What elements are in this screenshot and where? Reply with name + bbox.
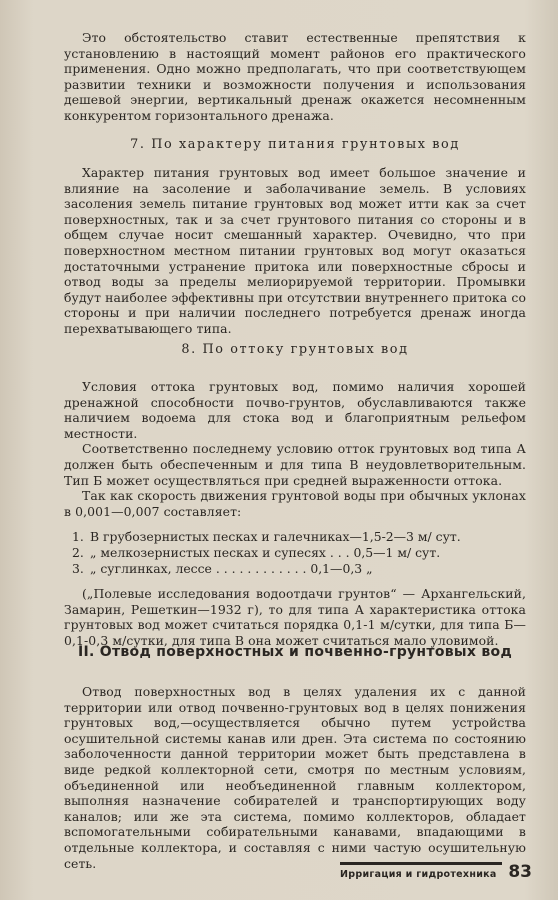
section-heading: 8. По оттоку грунтовых вод [181,342,409,357]
list-item [72,561,526,577]
section-heading: 7. По характеру питания грунтовых вод [130,137,460,152]
section-7 [64,137,526,337]
list-text: „ мелкозернистых песках и супесях . . . 0,5—1 м/ сут. [90,544,441,560]
list-number: 3. [72,560,84,576]
paragraph: („Полевые исследования водоотдачи грунтов“ — Архангельский, Замарин, Решеткин—1932 г), то для типа А характеристика оттока грунтовых вод может считаться порядка 0,1-1 м/сутки, для типа Б—0,1-0,3 м/сутки, для типа В она может считаться мало уловимой. [64,586,526,648]
page-footer [340,862,532,882]
paragraph: Это обстоятельство ставит естественные препятствия к установлению в настоящий момент районов его практического применения. Одно можно предполагать, что при соответствующем развитии техники и возможности получения и использования дешевой энергии, вертикальный дренаж окажется несомненным конкурентом горизонтального дренажа. [64,30,526,123]
paragraph: Условия оттока грунтовых вод, помимо наличия хорошей дренажной способности почво-грунтов, обуславливаются также наличием водоема для стока вод и благоприятным рельефом местности. [64,379,526,441]
intro-block [64,30,526,124]
running-title: Ирригация и гидротехника [340,869,497,880]
paragraph: Соответственно последнему условию отток грунтовых вод типа А должен быть обеспеченным и для типа В неудовлетворительным. Тип Б может осуществляться при средней выраженности оттока. [64,441,526,488]
chapter-heading: II. Отвод поверхностных и почвенно-грунтовых вод [77,644,513,660]
list-text: „ суглинках, лессе . . . . . . . . . . . . 0,1—0,3 „ [90,560,373,576]
page-number: 83 [508,862,532,882]
section-8 [64,342,526,649]
velocity-list [64,529,526,576]
list-number: 2. [72,544,84,560]
list-item [72,545,526,561]
list-number: 1. [72,529,84,545]
paragraph: Отвод поверхностных вод в целях удаления их с данной территории или отвод почвенно-грунтовых вод в целях понижения грунтовых вод,—осуществляется обычно путем устройства осушительной системы канав или дрен. Эта система по состоянию заболоченности данной территории может быть представлена в виде редкой коллекторной сети, смотря по местным условиям, объединенной или необъединенной главным коллектором, выполняя назначение собирателей и транспортирующих воду каналов; или же эта система, помимо коллекторов, обладает вспомогательными собирательными канавами, впадающими в отдельные коллектора, и составляя с ними частую осушительную сеть. [64,684,526,871]
chapter-2 [64,644,526,871]
paragraph: Характер питания грунтовых вод имеет большое значение и влияние на засоление и заболачивание земель. В условиях засоления земель питание грунтовых вод может итти как за счет поверхностных, так и за счет грунтового питания со стороны и в общем случае носит смешанный характер. Очевидно, что при поверхностном местном питании грунтовых вод могут оказаться достаточными устранение притока или поверхностные сбросы и отвод воды за пределы мелиорируемой территории. Промывки будут наиболее эффективны при отсутствии внутреннего притока со стороны и при наличии последнего потребуется дренаж иногда перехватывающего типа. [64,165,526,336]
list-text: В грубозернистых песках и галечниках—1,5-2—3 м/ сут. [90,529,461,545]
list-item [72,529,526,545]
paragraph: Так как скорость движения грунтовой воды при обычных уклонах в 0,001—0,007 составляет: [64,488,526,519]
footer-rule [340,862,502,865]
